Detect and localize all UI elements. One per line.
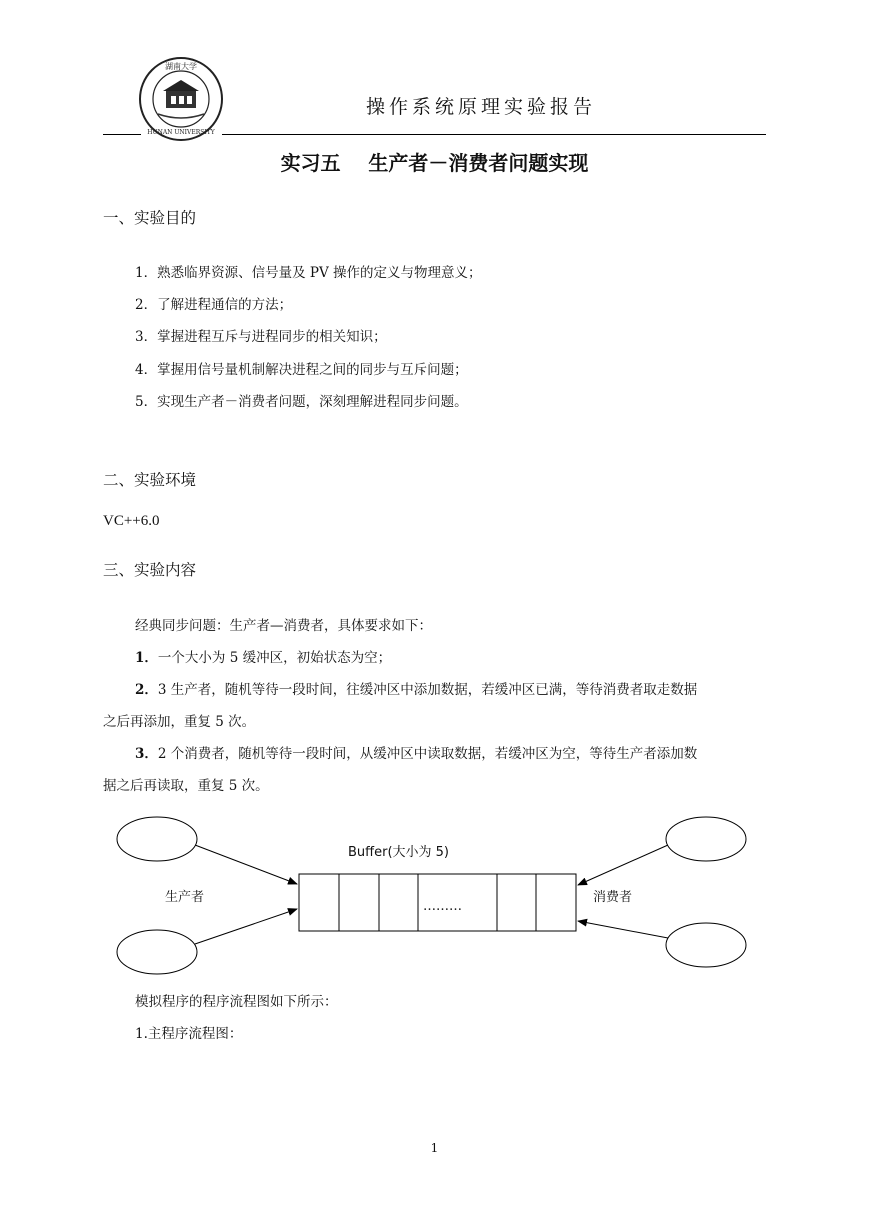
requirement-1-text: 一个大小为 5 缓冲区，初始状态为空； (157, 650, 392, 666)
purpose-item: 4．掌握用信号量机制解决进程之间的同步与互斥问题； (135, 362, 468, 378)
header-rule-right (222, 134, 766, 135)
requirement-1 (135, 646, 391, 666)
purpose-item: 5．实现生产者－消费者问题，深刻理解进程同步问题。 (135, 394, 468, 410)
requirement-2-number: 2． (135, 682, 158, 698)
logo-bottom-text: HUNAN UNIVERSITY (147, 129, 215, 136)
producer-arrow (195, 909, 297, 944)
requirement-1-number: 1． (135, 650, 158, 666)
section-content-heading: 三、实验内容 (103, 561, 197, 579)
producer-label: 生产者 (165, 890, 205, 905)
purpose-item: 3．掌握进程互斥与进程同步的相关知识； (135, 329, 387, 345)
flow-item: 1.主程序流程图： (135, 1026, 243, 1042)
buffer-label: Buffer(大小为 5) (348, 845, 450, 860)
consumer-node (666, 923, 746, 967)
requirement-2-continuation: 之后再添加，重复 5 次。 (103, 714, 256, 730)
content-intro: 经典同步问题：生产者—消费者，具体要求如下： (135, 618, 432, 634)
document-title: 实习五 生产者－消费者问题实现 (280, 151, 589, 175)
requirement-3-text: 2 个消费者，随机等待一段时间，从缓冲区中读取数据，若缓冲区为空，等待生产者添加数 (157, 746, 698, 762)
consumer-label: 消费者 (593, 890, 633, 905)
consumer-node (666, 817, 746, 861)
university-logo (138, 56, 224, 142)
page-number: 1 (430, 1141, 439, 1155)
purpose-item: 2．了解进程通信的方法； (135, 297, 293, 313)
consumer-arrow (578, 845, 668, 885)
requirement-2 (135, 678, 697, 698)
header-rule-left (103, 134, 141, 135)
producer-node (117, 817, 197, 861)
requirement-3 (135, 742, 697, 762)
requirement-3-number: 3． (135, 746, 158, 762)
requirement-2-text: 3 生产者，随机等待一段时间，往缓冲区中添加数据，若缓冲区已满，等待消费者取走数据 (157, 682, 698, 698)
flow-intro: 模拟程序的程序流程图如下所示： (135, 994, 338, 1010)
section-purpose-heading: 一、实验目的 (103, 209, 197, 227)
report-header-title: 操作系统原理实验报告 (366, 96, 597, 118)
purpose-item: 1．熟悉临界资源、信号量及 PV 操作的定义与物理意义； (135, 265, 482, 281)
producer-node (117, 930, 197, 974)
logo-top-text: 湖南大学 (165, 62, 197, 71)
buffer-dots: ……… (423, 899, 462, 914)
requirement-3-continuation: 据之后再读取，重复 5 次。 (103, 778, 269, 794)
producer-arrow (195, 845, 297, 884)
producer-consumer-diagram (0, 805, 869, 995)
environment-value: VC++6.0 (103, 513, 160, 529)
consumer-arrow (578, 921, 668, 938)
section-environment-heading: 二、实验环境 (103, 471, 197, 489)
